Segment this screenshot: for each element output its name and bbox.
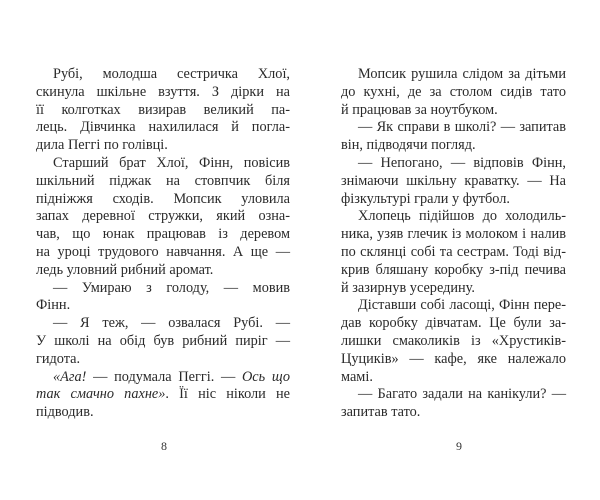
text-line: Цуциків» — кафе, яке належало <box>341 350 566 367</box>
text-line: шкільний піджак на стовпчик біля <box>36 172 290 189</box>
text: . Її ніс ніколи не <box>165 386 290 403</box>
text-line: — Умираю з голоду, — мовив <box>53 279 290 296</box>
text-line: ника, узяв глечик із молоком і налив <box>341 226 566 243</box>
text-line: — Непогано, — відповів Фінн, <box>358 154 566 171</box>
italic-text: так смачно пахне» <box>36 386 166 403</box>
text-line: ледь уловний рибний аромат. <box>36 261 214 278</box>
text-line: Старший брат Хлої, Фінн, повісив <box>53 154 290 171</box>
text-line: Мопсик рушила слідом за дітьми <box>358 66 566 82</box>
right-page-text <box>341 66 566 422</box>
text-line: запах деревної стружки, який озна- <box>36 208 290 225</box>
text-line: У школі на обід був рибний пиріг — <box>36 332 290 349</box>
text-line: він, підводячи погляд. <box>341 137 476 154</box>
text-line: крив бляшану коробку з-під печива <box>341 261 566 278</box>
text-line: й працював за ноутбуком. <box>341 101 498 118</box>
italic-text: Ось що <box>241 368 290 385</box>
text-line: Рубі, молодша сестричка Хлої, <box>53 66 290 82</box>
left-page-text <box>36 66 290 422</box>
text-line: по склянці собі та сестрам. Тоді від- <box>341 243 566 260</box>
text-line: лець. Дівчинка нахилилася й погла- <box>36 119 290 136</box>
text-line: чав, що юнак працював із деревом <box>36 226 290 243</box>
text-line: на уроці трудового навчання. А ще — <box>36 243 290 260</box>
text-line: мамі. <box>341 368 373 385</box>
text-line: до кухні, де за столом сидів тато <box>341 83 566 100</box>
text-line: запитав тато. <box>341 404 421 421</box>
page-number-right: 9 <box>456 439 462 453</box>
text-line: дила Пеггі по голівці. <box>36 137 168 154</box>
text-line: підніжжя сходів. Мопсик уловила <box>36 190 290 207</box>
text-line: знімаючи шкільну краватку. — На <box>341 172 566 189</box>
text-line: Фінн. <box>36 297 71 314</box>
text-line: — Як справи в школі? — запитав <box>358 119 566 136</box>
italic-text: «Ага! <box>53 368 87 385</box>
text-line <box>36 386 290 404</box>
text: — подумала Пеггі. — <box>86 368 242 385</box>
text-line: лишки смаколиків із «Хрустиків- <box>341 332 566 349</box>
text-line: її колготках визирав великий па- <box>36 101 290 118</box>
text-line: — Багато задали на канікули? — <box>358 386 566 403</box>
text-line: дав коробку дівчатам. Це були за- <box>341 315 566 332</box>
text-line: гидота. <box>36 350 81 367</box>
text-line: Діставши собі ласощі, Фінн пере- <box>358 297 566 314</box>
text-line <box>36 369 290 387</box>
text-line: фізкультурі грали у футбол. <box>341 190 510 207</box>
text-line: Хлопець підійшов до холодиль- <box>358 208 566 225</box>
text-line: — Я теж, — озвалася Рубі. — <box>53 315 290 332</box>
text-line: й зазирнув усередину. <box>341 279 475 296</box>
text-line: підводив. <box>36 404 94 421</box>
text-line: скинула шкільне взуття. З дірки на <box>36 83 290 100</box>
page-number-left: 8 <box>161 439 167 453</box>
